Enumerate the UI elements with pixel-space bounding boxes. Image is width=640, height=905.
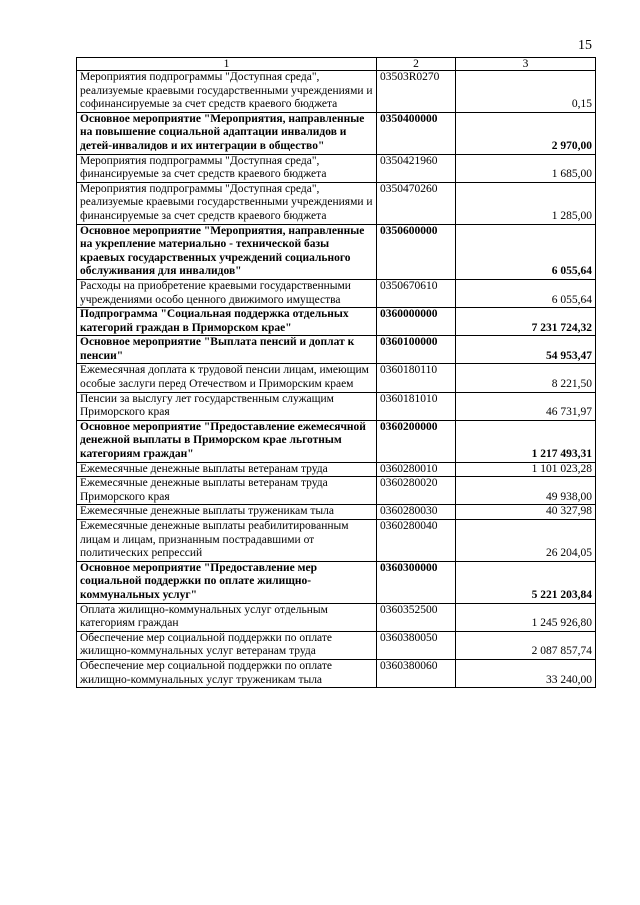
- row-name: Обеспечение мер социальной поддержки по оплате жилищно-коммунальных услуг труженикам тыла: [77, 659, 377, 687]
- table-row: [77, 364, 596, 392]
- table-body: [77, 58, 596, 688]
- row-code: 0350400000: [377, 112, 456, 154]
- table-row: [77, 631, 596, 659]
- row-name: Основное мероприятие "Мероприятия, направленные на укрепление материально - технической базы краевых государственных учреждений социального обслуживания для инвалидов": [77, 224, 377, 279]
- table-row: [77, 505, 596, 520]
- row-amount: 40 327,98: [456, 505, 596, 520]
- row-amount: 1 101 023,28: [456, 462, 596, 477]
- header-row: [77, 58, 596, 71]
- row-code: 0350470260: [377, 182, 456, 224]
- row-amount: 33 240,00: [456, 659, 596, 687]
- row-code: 03503R0270: [377, 71, 456, 113]
- row-code: 0360352500: [377, 603, 456, 631]
- row-name: Ежемесячные денежные выплаты ветеранам труда: [77, 462, 377, 477]
- row-code: 0360180110: [377, 364, 456, 392]
- table-row: [77, 520, 596, 562]
- row-name: Обеспечение мер социальной поддержки по оплате жилищно-коммунальных услуг ветеранам труда: [77, 631, 377, 659]
- row-amount: 8 221,50: [456, 364, 596, 392]
- row-amount: 5 221 203,84: [456, 561, 596, 603]
- table-row: [77, 603, 596, 631]
- table-row: [77, 224, 596, 279]
- row-name: Ежемесячные денежные выплаты ветеранам труда Приморского края: [77, 477, 377, 505]
- row-amount: 1 217 493,31: [456, 420, 596, 462]
- row-name: Мероприятия подпрограммы "Доступная среда", финансируемые за счет средств краевого бюджета: [77, 154, 377, 182]
- row-amount: 54 953,47: [456, 336, 596, 364]
- row-amount: 0,15: [456, 71, 596, 113]
- row-code: 0360280010: [377, 462, 456, 477]
- table-row: [77, 420, 596, 462]
- row-name: Оплата жилищно-коммунальных услуг отдельным категориям граждан: [77, 603, 377, 631]
- row-amount: 2 970,00: [456, 112, 596, 154]
- table-row: [77, 659, 596, 687]
- row-code: 0350421960: [377, 154, 456, 182]
- row-amount: 49 938,00: [456, 477, 596, 505]
- table-row: [77, 112, 596, 154]
- row-amount: 26 204,05: [456, 520, 596, 562]
- row-amount: 1 685,00: [456, 154, 596, 182]
- row-code: 0360100000: [377, 336, 456, 364]
- header-col-1: 1: [77, 58, 377, 71]
- row-amount: 46 731,97: [456, 392, 596, 420]
- row-code: 0360280020: [377, 477, 456, 505]
- row-amount: 6 055,64: [456, 279, 596, 307]
- row-name: Основное мероприятие "Выплата пенсий и доплат к пенсии": [77, 336, 377, 364]
- row-amount: 7 231 724,32: [456, 308, 596, 336]
- table-row: [77, 392, 596, 420]
- table-row: [77, 154, 596, 182]
- row-code: 0360380060: [377, 659, 456, 687]
- row-amount: 2 087 857,74: [456, 631, 596, 659]
- row-name: Основное мероприятие "Предоставление мер социальной поддержки по оплате жилищно-коммунальных услуг": [77, 561, 377, 603]
- row-code: 0360300000: [377, 561, 456, 603]
- row-code: 0360200000: [377, 420, 456, 462]
- row-code: 0360280030: [377, 505, 456, 520]
- row-name: Подпрограмма "Социальная поддержка отдельных категорий граждан в Приморском крае": [77, 308, 377, 336]
- budget-table: [76, 57, 596, 688]
- row-name: Ежемесячные денежные выплаты труженикам тыла: [77, 505, 377, 520]
- row-name: Основное мероприятие "Предоставление ежемесячной денежной выплаты в Приморском крае льготным категориям граждан": [77, 420, 377, 462]
- table-row: [77, 336, 596, 364]
- header-col-2: 2: [377, 58, 456, 71]
- row-code: 0360181010: [377, 392, 456, 420]
- table-row: [77, 477, 596, 505]
- row-name: Основное мероприятие "Мероприятия, направленные на повышение социальной адаптации инвалидов и детей-инвалидов и их интеграции в общество": [77, 112, 377, 154]
- table-row: [77, 279, 596, 307]
- table-row: [77, 182, 596, 224]
- row-code: 0350600000: [377, 224, 456, 279]
- row-amount: 6 055,64: [456, 224, 596, 279]
- row-amount: 1 285,00: [456, 182, 596, 224]
- row-code: 0360280040: [377, 520, 456, 562]
- row-name: Мероприятия подпрограммы "Доступная среда", реализуемые краевыми государственными учреждениями и софинансируемые за счет средств краевого бюджета: [77, 71, 377, 113]
- row-code: 0350670610: [377, 279, 456, 307]
- row-name: Мероприятия подпрограммы "Доступная среда", реализуемые краевыми государственными учреждениями и финансируемые за счет средств краевого бюджета: [77, 182, 377, 224]
- row-name: Пенсии за выслугу лет государственным служащим Приморского края: [77, 392, 377, 420]
- table-row: [77, 462, 596, 477]
- header-col-3: 3: [456, 58, 596, 71]
- table-row: [77, 308, 596, 336]
- table-row: [77, 71, 596, 113]
- row-name: Расходы на приобретение краевыми государственными учреждениями особо ценного движимого имущества: [77, 279, 377, 307]
- row-name: Ежемесячные денежные выплаты реабилитированным лицам и лицам, признанным пострадавшими от политических репрессий: [77, 520, 377, 562]
- row-code: 0360000000: [377, 308, 456, 336]
- row-amount: 1 245 926,80: [456, 603, 596, 631]
- row-name: Ежемесячная доплата к трудовой пенсии лицам, имеющим особые заслуги перед Отечеством и Приморским краем: [77, 364, 377, 392]
- page-number: 15: [578, 38, 592, 53]
- row-code: 0360380050: [377, 631, 456, 659]
- table-row: [77, 561, 596, 603]
